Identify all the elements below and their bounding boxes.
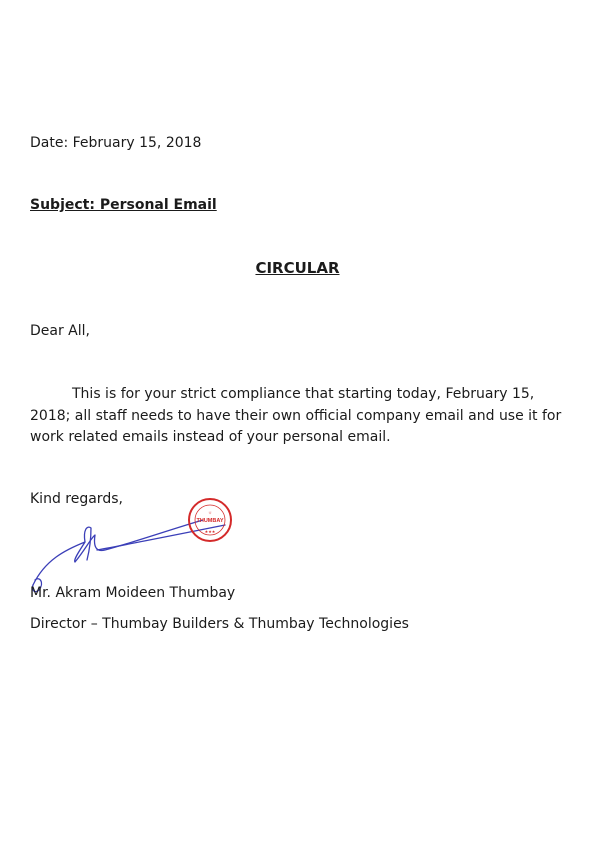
letter-heading: CIRCULAR [255,259,340,277]
letter-date: Date: February 15, 2018 [30,135,202,151]
letter-closing: Kind regards, [30,491,123,507]
svg-text:★★★: ★★★ [204,529,216,534]
svg-text:☼: ☼ [207,510,213,516]
letter-greeting: Dear All, [30,323,90,339]
svg-text:THUMBAY: THUMBAY [196,518,224,524]
company-stamp [189,499,231,541]
letter-subject: Subject: Personal Email [30,197,217,213]
handwritten-signature [32,520,225,592]
letter-body: This is for your strict compliance that starting today, February 15, 2018; all staff needs to have their own official company email and use it for work related emails instead of your personal email. [30,386,562,445]
signer-title: Director – Thumbay Builders & Thumbay Technologies [30,616,409,632]
signer-name: Mr. Akram Moideen Thumbay [30,585,236,601]
